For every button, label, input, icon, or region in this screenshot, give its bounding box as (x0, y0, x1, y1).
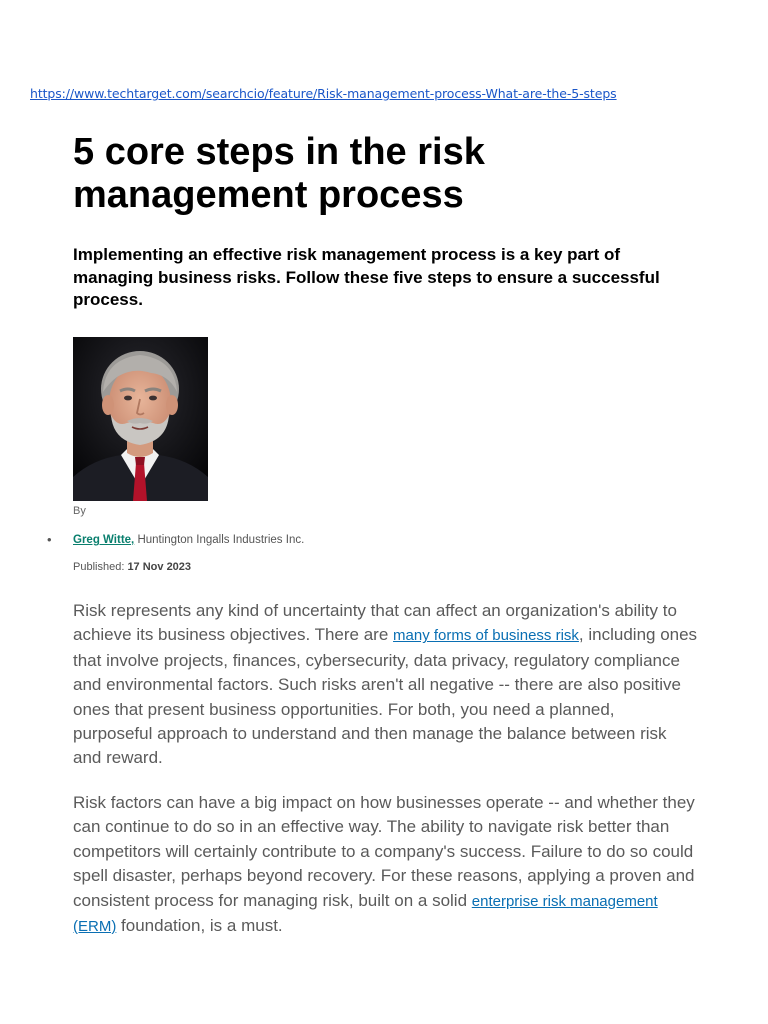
published-date-line (73, 561, 191, 573)
author-org: Huntington Ingalls Industries Inc. (137, 534, 305, 546)
p1-text-after: , including ones that involve projects, finances, cybersecurity, data privacy, regulatory compliance and environmental factors. Such risks aren't all negative -- there are also positive ones that present business opportunities. For both, you need a planned, purposeful approach to understand and then manage the balance between risk and reward. (73, 625, 698, 768)
source-url-link[interactable]: https://www.techtarget.com/searchcio/feature/Risk-management-process-What-are-the-5-steps (30, 86, 617, 101)
body-paragraph-1 (73, 599, 698, 771)
by-label: By (73, 505, 86, 517)
p2-text-after: foundation, is a must. (116, 916, 283, 936)
author-portrait-image (73, 337, 208, 501)
author-photo (73, 337, 208, 501)
p1-text-before: Risk represents any kind of uncertainty that can affect an organization's ability to achieve its business objectives. There are (73, 601, 677, 645)
author-name-link[interactable]: Greg Witte, (73, 534, 135, 546)
body-paragraph-2 (73, 791, 698, 939)
business-risk-link[interactable]: many forms of business risk (393, 627, 579, 645)
author-line (47, 532, 305, 547)
article-title: 5 core steps in the risk management process (73, 131, 485, 216)
bullet-icon: • (47, 532, 52, 547)
article-deck: Implementing an effective risk management process is a key part of managing business risks. Follow these five steps to ensure a successful process. (73, 245, 660, 309)
erm-link[interactable]: enterprise risk management (ERM) (73, 892, 658, 936)
published-date: 17 Nov 2023 (127, 561, 192, 573)
p2-text-before: Risk factors can have a big impact on how businesses operate -- and whether they can continue to do so in an effective way. The ability to navigate risk better than competitors will certainly contribute to a company's success. Failure to do so could spell disaster, perhaps beyond recovery. For these reasons, applying a proven and consistent process for managing risk, built on a solid (73, 793, 695, 910)
published-label: Published: (73, 561, 125, 573)
